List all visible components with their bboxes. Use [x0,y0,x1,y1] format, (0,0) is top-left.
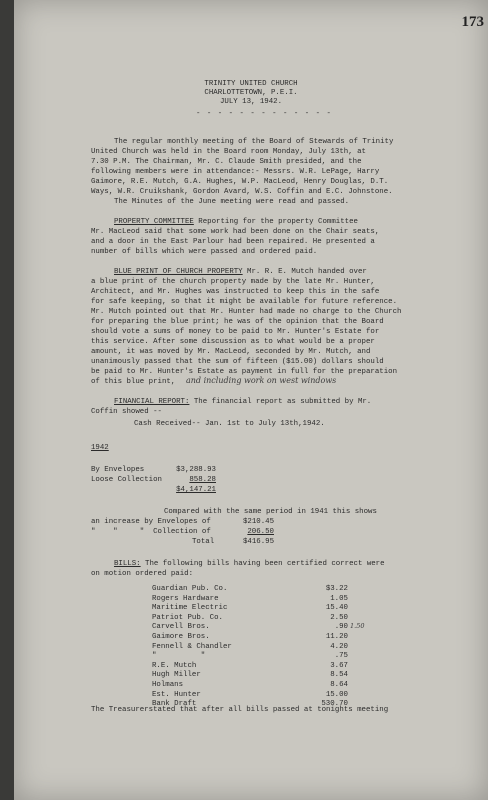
blueprint-line: unanimously passed that the sum of fifteen ($15.00) dollars should [91,358,384,366]
bill-amount: 11.20 [325,633,348,641]
bill-amount: 1.05 [330,594,348,603]
bill-payee: " " [152,652,206,661]
bill-payee: Fennell & Chandler [152,642,232,651]
bill-payee: Hugh Miller [152,671,201,680]
increase-total-value: $416.95 [242,538,274,546]
bill-amount: .90 [334,623,348,632]
bill-payee: Patriot Pub. Co. [152,613,223,622]
blueprint-line: a blue print of the church property made by the late Mr. Hunter, [91,278,375,286]
blueprint-line: amount, it was moved by Mr. MacLeod, seconded by Mr. Mutch, and [91,348,371,356]
margin-note: 1.50 [350,622,365,630]
increase-envelopes-value: $210.45 [242,518,274,526]
bill-payee: Gaimore Bros. [152,633,210,641]
cash-received-line: Cash Received-- Jan. 1st to July 13th,1942. [134,420,325,428]
bill-payee: Maritime Electric [152,604,228,613]
bill-amount: 8.54 [330,671,348,680]
intro-line: Ways, W.R. Cruikshank, Gordon Avard, W.S. Coffin and E.C. Johnstone. [91,188,393,196]
increase-collection-value: 206.50 [247,528,274,536]
envelopes-value: $3,288.93 [176,466,216,474]
property-heading: PROPERTY COMMITTEE [114,218,194,226]
bill-payee: R.E. Mutch [152,661,197,670]
increase-total-label: Total [192,538,215,546]
bill-amount: .75 [334,652,348,661]
handwritten-insertion: and including work on west windows [186,376,337,385]
financial-year: 1942 [91,444,109,452]
bills-heading: BILLS: [114,560,141,568]
property-heading-line [114,218,358,228]
intro-line: Gaimore, R.E. Mutch, G.A. Hughes, W.P. MacLeod, Henry Douglas, D.T. [91,178,389,186]
closing-line: The Treasurerstated that after all bills passed at tonights meeting [91,706,389,714]
bill-amount: 8.64 [330,681,348,689]
blueprint-line: Mr. Mutch pointed out that Mr. Hunter had made no charge to the Church [91,308,402,316]
header-rule: - - - - - - - - - - - - - [196,110,332,118]
church-name: TRINITY UNITED CHURCH [204,80,298,88]
financial-line: Coffin showed -- [91,408,162,416]
blueprint-line: be paid to Mr. Hunter's Estate as payment in full for the preparation [91,368,398,376]
blueprint-line: Architect, and Mr. Hughes was instructed to keep this in the safe [91,288,380,296]
property-line: number of bills which were passed and ordered paid. [91,248,318,256]
minutes-page [14,0,488,800]
intro-line: The regular monthly meeting of the Board of Stewards of Trinity [114,138,394,146]
intro-line: The Minutes of the June meeting were read and passed. [114,198,350,206]
page-number: 173 [461,14,484,30]
bill-amount: 3.67 [330,661,348,670]
bill-payee: Carvell Bros. [152,623,210,632]
bill-amount: 4.20 [330,642,348,651]
blueprint-heading-line [114,268,367,278]
loose-label: Loose Collection [91,476,162,484]
financial-heading-line [114,398,371,408]
compare-line: Compared with the same period in 1941 this shows [164,508,377,516]
blueprint-line: for safe keeping, so that it might be available for future reference. [91,298,398,306]
bill-amount: 15.00 [325,690,348,699]
bill-payee: Guardian Pub. Co. [152,585,228,593]
church-location: CHARLOTTETOWN, P.E.I. [204,89,298,97]
meeting-date: JULY 13, 1942. [219,98,283,106]
blueprint-line: this service. After some discussion as to what would be a proper [91,338,375,346]
bill-amount: 530.70 [321,700,348,709]
increase-envelopes-label: an increase by Envelopes of [91,518,211,526]
bills-line: on motion ordered paid: [91,570,194,578]
bill-payee: Rogers Hardware [152,594,219,603]
intro-line: United Church was held in the Board room Monday, July 13th, at [91,148,366,156]
property-line: Mr. MacLeod said that some work had been done on the Chair seats, [91,228,380,236]
bills-heading-line [114,560,385,570]
bill-amount: $3.22 [325,585,348,593]
financial-total: $4,147.21 [176,486,216,494]
financial-heading: FINANCIAL REPORT: [114,398,190,406]
loose-value: 858.28 [189,476,216,484]
blueprint-line: for preparing the blue print; he was of the opinion that the Board [91,318,384,326]
bill-amount: 2.50 [330,613,348,622]
blueprint-line: Mr. R. E. Mutch handed over [242,268,367,276]
bill-amount: 15.40 [325,604,348,613]
property-line: Reporting for the property Committee [193,218,358,226]
bill-payee: Est. Hunter [152,690,201,699]
blueprint-heading: BLUE PRINT OF CHURCH PROPERTY [114,268,243,276]
envelopes-label: By Envelopes [91,466,145,474]
property-line: and a door in the East Parlour had been repaired. He presented a [91,238,375,246]
intro-line: following members were in attendance:- Messrs. W.R. LePage, Harry [91,168,380,176]
financial-line: The financial report as submitted by Mr. [189,398,372,406]
blueprint-line: of this blue print, [91,378,176,386]
bills-line: The following bills having been certified correct were [140,560,385,568]
bill-payee: Holmans [152,681,184,689]
intro-line: 7.30 P.M. The Chairman, Mr. C. Claude Smith presided, and the [91,158,362,166]
bill-payee: Bank Draft [152,700,197,709]
increase-collection-label: " " " Collection of [91,528,211,536]
blueprint-line: should vote a sums of money to be paid to Mr. Hunter's Estate for [91,328,380,336]
